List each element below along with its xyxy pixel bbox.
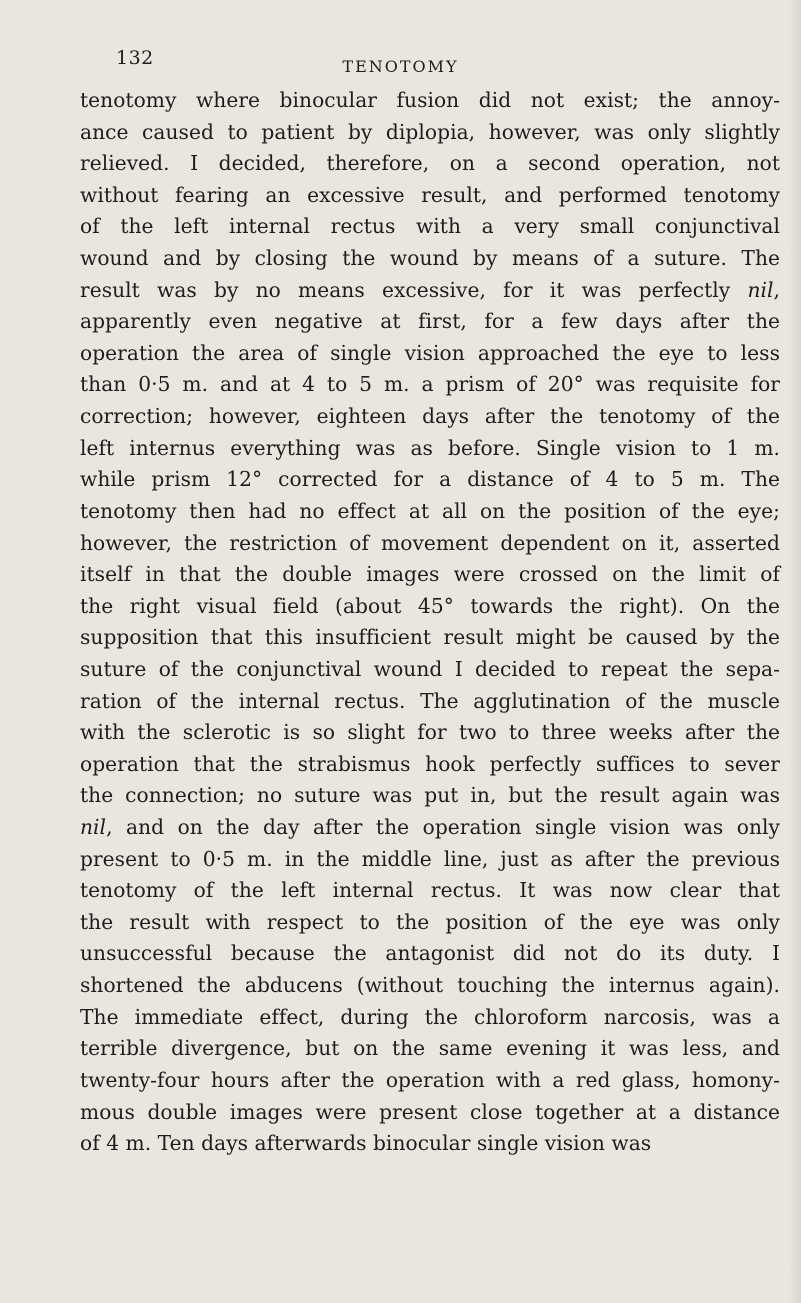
text-line: shortened the abducens (without touching the internus again). [80, 973, 780, 998]
text-line: the connection; no suture was put in, but the result again was [80, 783, 780, 808]
text-line: of 4 m. Ten days afterwards binocular single vision was [80, 1131, 652, 1156]
text-line: tenotomy then had no effect at all on the position of the eye; [80, 498, 780, 523]
text-line: operation that the strabismus hook perfectly suffices to sever [80, 751, 780, 776]
text-line: supposition that this insufficient result might be caused by the [80, 625, 780, 650]
page-edge-shadow [789, 0, 801, 1303]
text-line: suture of the conjunctival wound I decided to repeat the sepa- [80, 656, 780, 681]
text-line: wound and by closing the wound by means of a suture. The [80, 246, 780, 271]
page-number: 132 [116, 47, 154, 69]
text-line: while prism 12° corrected for a distance of 4 to 5 m. The [80, 467, 780, 492]
text-line: correction; however, eighteen days after the tenotomy of the [80, 404, 780, 429]
text-line: result was by no means excessive, for it was perfectly nil, [80, 277, 780, 302]
text-line: twenty-four hours after the operation with a red glass, homony- [80, 1067, 780, 1092]
text-line: with the sclerotic is so slight for two to three weeks after the [80, 720, 780, 745]
text-line: however, the restriction of movement dependent on it, asserted [80, 530, 780, 555]
text-line: tenotomy where binocular fusion did not exist; the annoy- [80, 88, 780, 112]
text-line: ance caused to patient by diplopia, however, was only slightly [80, 119, 780, 144]
text-line: tenotomy of the left internal rectus. It was now clear that [80, 878, 780, 903]
text-line: without fearing an excessive result, and performed tenotomy [80, 182, 780, 207]
text-line: present to 0·5 m. in the middle line, just as after the previous [80, 846, 780, 871]
text-line: the right visual field (about 45° towards the right). On the [80, 593, 780, 618]
text-line: ration of the internal rectus. The agglutination of the muscle [80, 688, 780, 713]
text-line: operation the area of single vision approached the eye to less [80, 340, 780, 365]
text-line: terrible divergence, but on the same evening it was less, and [80, 1036, 780, 1061]
text-line: unsuccessful because the antagonist did not do its duty. I [80, 941, 780, 966]
text-line: apparently even negative at first, for a few days after the [80, 309, 780, 334]
body-text [80, 85, 780, 1160]
text-line: left internus everything was as before. Single vision to 1 m. [80, 435, 780, 460]
text-line: nil, and on the day after the operation single vision was only [80, 815, 780, 840]
text-line: The immediate effect, during the chloroform narcosis, was a [80, 1004, 780, 1029]
text-line: than 0·5 m. and at 4 to 5 m. a prism of 20° was requisite for [80, 372, 780, 397]
text-line: of the left internal rectus with a very small conjunctival [80, 214, 780, 239]
text-line: itself in that the double images were crossed on the limit of [80, 562, 780, 587]
text-line: mous double images were present close together at a distance [80, 1099, 780, 1124]
text-line: the result with respect to the position of the eye was only [80, 909, 780, 934]
running-head: TENOTOMY [342, 57, 459, 76]
text-line: relieved. I decided, therefore, on a second operation, not [80, 151, 780, 176]
